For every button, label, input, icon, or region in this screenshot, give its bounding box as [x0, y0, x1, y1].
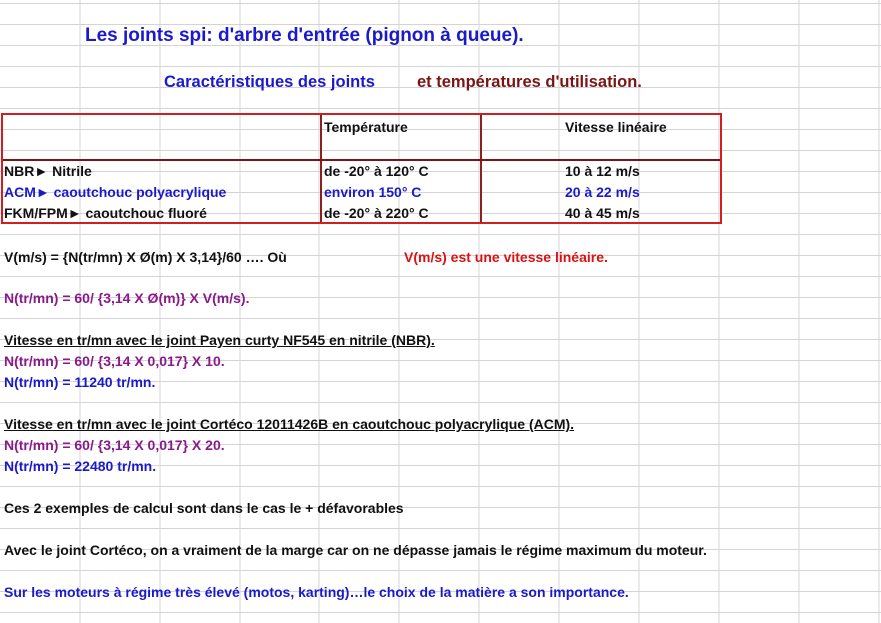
row-acm-temperature: environ 150° C — [324, 184, 422, 200]
row-nbr-temperature: de -20° à 120° C — [324, 163, 429, 179]
row-nbr-material: NBR► Nitrile — [4, 163, 92, 179]
page-title: Les joints spi: d'arbre d'entrée (pignon à queue). — [85, 25, 524, 46]
formula-speed-note: V(m/s) est une vitesse linéaire. — [404, 249, 608, 265]
formula-speed: V(m/s) = {N(tr/mn) X Ø(m) X 3,14}/60 …. Où — [4, 249, 287, 265]
note-line2: Avec le joint Cortéco, on a vraiment de la marge car on ne dépasse jamais le régime maximum du moteur. — [4, 542, 707, 558]
page-subtitle-part2: et températures d'utilisation. — [417, 73, 642, 91]
row-fkm-speed: 40 à 45 m/s — [565, 205, 640, 221]
header-speed: Vitesse linéaire — [565, 119, 667, 135]
example2-result: N(tr/mn) = 22480 tr/mn. — [4, 458, 157, 474]
example1-heading: Vitesse en tr/mn avec le joint Payen curty NF545 en nitrile (NBR). — [4, 332, 435, 348]
note-line3: Sur les moteurs à régime très élevé (motos, karting)…le choix de la matière a son importance. — [4, 584, 629, 600]
row-fkm-material: FKM/FPM► caoutchouc fluoré — [4, 205, 207, 221]
row-acm-speed: 20 à 22 m/s — [565, 184, 640, 200]
example1-calc: N(tr/mn) = 60/ {3,14 X 0,017} X 10. — [4, 353, 225, 369]
row-acm-material: ACM► caoutchouc polyacrylique — [4, 184, 227, 200]
example2-calc: N(tr/mn) = 60/ {3,14 X 0,017} X 20. — [4, 437, 225, 453]
table-header-divider — [3, 159, 720, 161]
example2-heading: Vitesse en tr/mn avec le joint Cortéco 12011426B en caoutchouc polyacrylique (ACM). — [4, 416, 575, 432]
example1-result: N(tr/mn) = 11240 tr/mn. — [4, 374, 156, 390]
header-temperature: Température — [324, 119, 408, 135]
row-nbr-speed: 10 à 12 m/s — [565, 163, 640, 179]
table-divider — [480, 115, 482, 222]
row-fkm-temperature: de -20° à 220° C — [324, 205, 429, 221]
note-line1: Ces 2 exemples de calcul sont dans le cas le + défavorables — [4, 500, 404, 516]
table-divider — [320, 115, 322, 222]
formula-rpm: N(tr/mn) = 60/ {3,14 X Ø(m)} X V(m/s). — [4, 290, 250, 306]
page-subtitle-part1: Caractéristiques des joints — [164, 73, 375, 91]
